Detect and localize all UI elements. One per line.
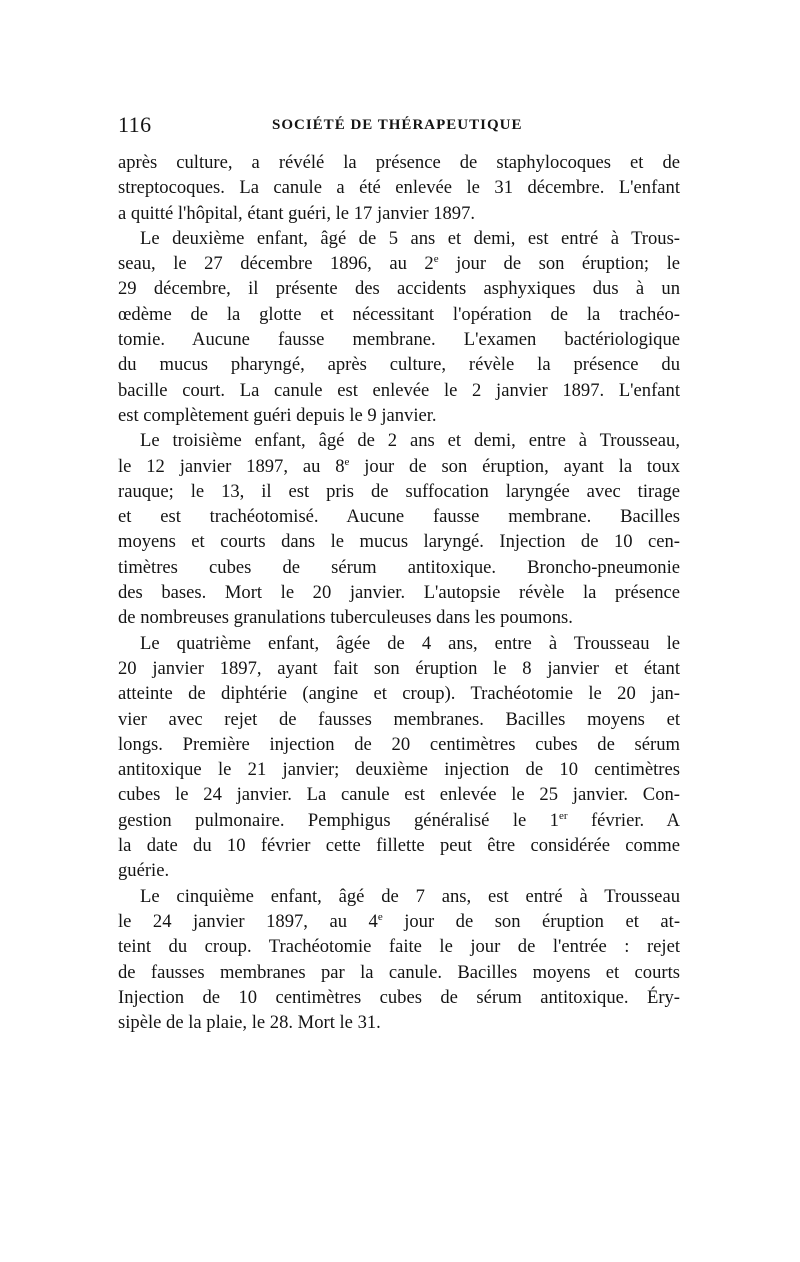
text-line [118,631,680,656]
text-line [118,656,680,681]
text-line [118,175,680,200]
text-line-content: de fausses membranes par la canule. Bacilles moyens et courts [118,961,680,983]
text-line-content: la date du 10 février cette fillette peut être considérée comme [118,835,680,857]
text-line-content: Le deuxième enfant, âgé de 5 ans et demi, est entré à Trous- [140,227,680,249]
text-line-content: 20 janvier 1897, ayant fait son éruption le 8 janvier et étant [118,657,680,679]
text-line-content: après culture, a révélé la présence de staphylocoques et de [118,152,680,173]
text-line [118,960,680,985]
text-line-content: bacille court. La canule est enlevée le 2 janvier 1897. L'enfant [118,379,680,401]
page-header [118,112,680,142]
text-line [118,884,680,909]
text-line-content: longs. Première injection de 20 centimètres cubes de sérum [118,733,680,755]
ordinal-superscript: e [377,910,383,923]
text-line [118,150,680,175]
text-line [118,201,680,226]
text-line-content: rauque; le 13, il est pris de suffocation laryngée avec tirage [118,480,680,502]
text-line-content: a quitté l'hôpital, étant guéri, le 17 janvier 1897. [118,202,476,224]
text-line [118,934,680,959]
text-line [118,352,680,377]
text-line-content: gestion pulmonaire. Pemphigus généralisé le 1 [118,809,559,831]
text-line [118,985,680,1010]
text-line [118,529,680,554]
text-line [118,276,680,301]
ordinal-superscript: e [344,455,350,468]
text-line [118,732,680,757]
text-line [118,302,680,327]
text-line [118,479,680,504]
text-line-content: streptocoques. La canule a été enlevée le 31 décembre. L'enfant [118,177,680,199]
text-line-content: vier avec rejet de fausses membranes. Bacilles moyens et [118,708,680,730]
body-text [118,150,680,1035]
page-number: 116 [118,112,152,137]
text-line-content: moyens et courts dans le mucus laryngé. Injection de 10 cen- [118,531,680,553]
text-line [118,327,680,352]
text-line [118,605,680,630]
text-line-content: cubes le 24 janvier. La canule est enlevée le 25 janvier. Con- [118,784,680,806]
text-line-content: teint du croup. Trachéotomie faite le jour de l'entrée : rejet [118,936,680,958]
text-line-content: Injection de 10 centimètres cubes de sérum antitoxique. Éry- [118,986,680,1008]
text-line-content: œdème de la glotte et nécessitant l'opération de la trachéo- [118,303,680,325]
text-line-content: le 12 janvier 1897, au 8 [118,455,345,477]
text-line [118,428,680,453]
text-line-content: sipèle de la plaie, le 28. Mort le 31. [118,1012,381,1034]
running-title: SOCIÉTÉ DE THÉRAPEUTIQUE [272,117,523,133]
text-line [118,707,680,732]
text-line-content: Le quatrième enfant, âgée de 4 ans, entre à Trousseau le [140,632,680,654]
text-line [118,378,680,403]
text-line [118,580,680,605]
text-line [118,1010,680,1035]
text-line [118,808,680,833]
text-line-content: est complètement guéri depuis le 9 janvier. [118,404,437,426]
ordinal-superscript: e [433,253,439,265]
text-line [118,858,680,883]
text-line-content: guérie. [118,860,170,882]
text-line [118,833,680,858]
text-line-content: le 24 janvier 1897, au 4 [118,910,378,932]
text-line-content: des bases. Mort le 20 janvier. L'autopsie révèle la présence [118,582,680,604]
text-line-content: de nombreuses granulations tuberculeuses dans les poumons. [118,607,573,629]
text-line [118,454,680,479]
text-line-content: atteinte de diphtérie (angine et croup). Trachéotomie le 20 jan- [118,683,680,705]
text-line [118,226,680,251]
text-line [118,403,680,428]
text-line-content: antitoxique le 21 janvier; deuxième injection de 10 centimètres [118,759,680,781]
text-line-content: Le cinquième enfant, âgé de 7 ans, est entré à Trousseau [140,885,680,907]
text-line-continuation: février. A [567,809,680,831]
text-line [118,251,680,276]
text-line-content: tomie. Aucune fausse membrane. L'examen bactériologique [118,329,680,351]
text-line-content: 29 décembre, il présente des accidents asphyxiques dus à un [118,278,680,300]
text-line-continuation: jour de son éruption, ayant la toux [349,455,680,477]
text-line-continuation: jour de son éruption et at- [382,910,681,932]
text-line-continuation: jour de son éruption; le [438,253,680,275]
text-line-content: et est trachéotomisé. Aucune fausse membrane. Bacilles [118,506,680,528]
text-line [118,504,680,529]
text-line [118,681,680,706]
text-line [118,782,680,807]
text-line [118,757,680,782]
text-line-content: timètres cubes de sérum antitoxique. Broncho-pneumonie [118,556,680,578]
text-line [118,555,680,580]
text-line-content: du mucus pharyngé, après culture, révèle la présence du [118,354,680,376]
ordinal-superscript: er [558,809,568,822]
text-line [118,909,680,934]
text-line-content: seau, le 27 décembre 1896, au 2 [118,253,434,275]
text-line-content: Le troisième enfant, âgé de 2 ans et demi, entre à Trousseau, [140,430,680,452]
